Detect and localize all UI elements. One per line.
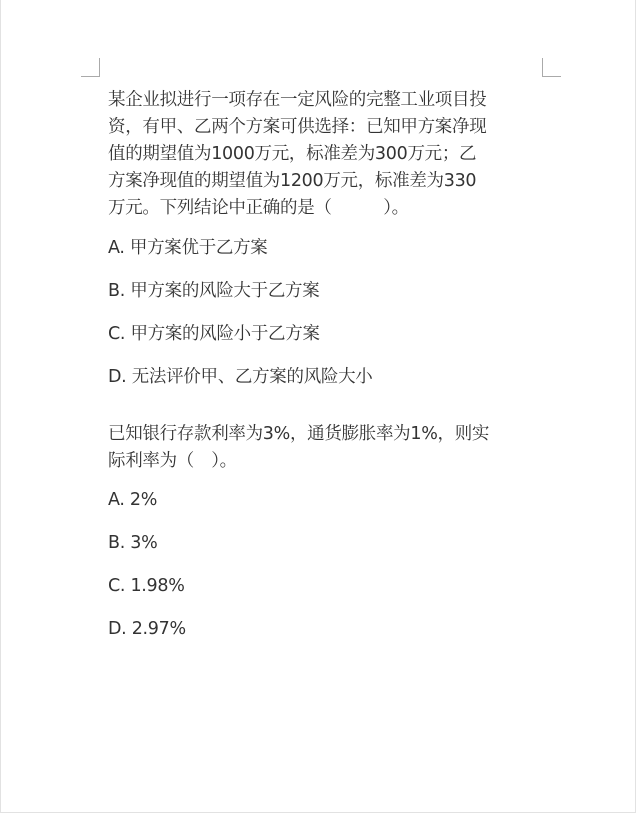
question-2-stem: 际利率为（ ）。 bbox=[108, 451, 237, 471]
question-1-stem: 方案净现值的期望值为1200万元，标准差为330 bbox=[108, 171, 477, 191]
question-1-option-c: C. 甲方案的风险小于乙方案 bbox=[108, 324, 320, 344]
question-1-stem: 值的期望值为1000万元，标准差为300万元；乙 bbox=[108, 144, 477, 164]
question-2-option-c: C. 1.98% bbox=[108, 576, 185, 596]
question-1-stem: 资，有甲、乙两个方案可供选择：已知甲方案净现 bbox=[108, 117, 487, 137]
question-1-stem: 某企业拟进行一项存在一定风险的完整工业项目投 bbox=[108, 90, 487, 110]
question-1-option-a: A. 甲方案优于乙方案 bbox=[108, 238, 268, 258]
question-2-option-a: A. 2% bbox=[108, 490, 158, 510]
question-1-option-d: D. 无法评价甲、乙方案的风险大小 bbox=[108, 367, 373, 387]
margin-corner-mark bbox=[542, 58, 561, 77]
question-2-option-b: B. 3% bbox=[108, 533, 158, 553]
margin-corner-mark bbox=[81, 58, 100, 77]
question-1-option-b: B. 甲方案的风险大于乙方案 bbox=[108, 281, 320, 301]
question-2-stem: 已知银行存款利率为3%，通货膨胀率为1%，则实 bbox=[108, 424, 490, 444]
question-1-stem: 万元。下列结论中正确的是（ ）。 bbox=[108, 198, 409, 218]
question-2-option-d: D. 2.97% bbox=[108, 619, 186, 639]
